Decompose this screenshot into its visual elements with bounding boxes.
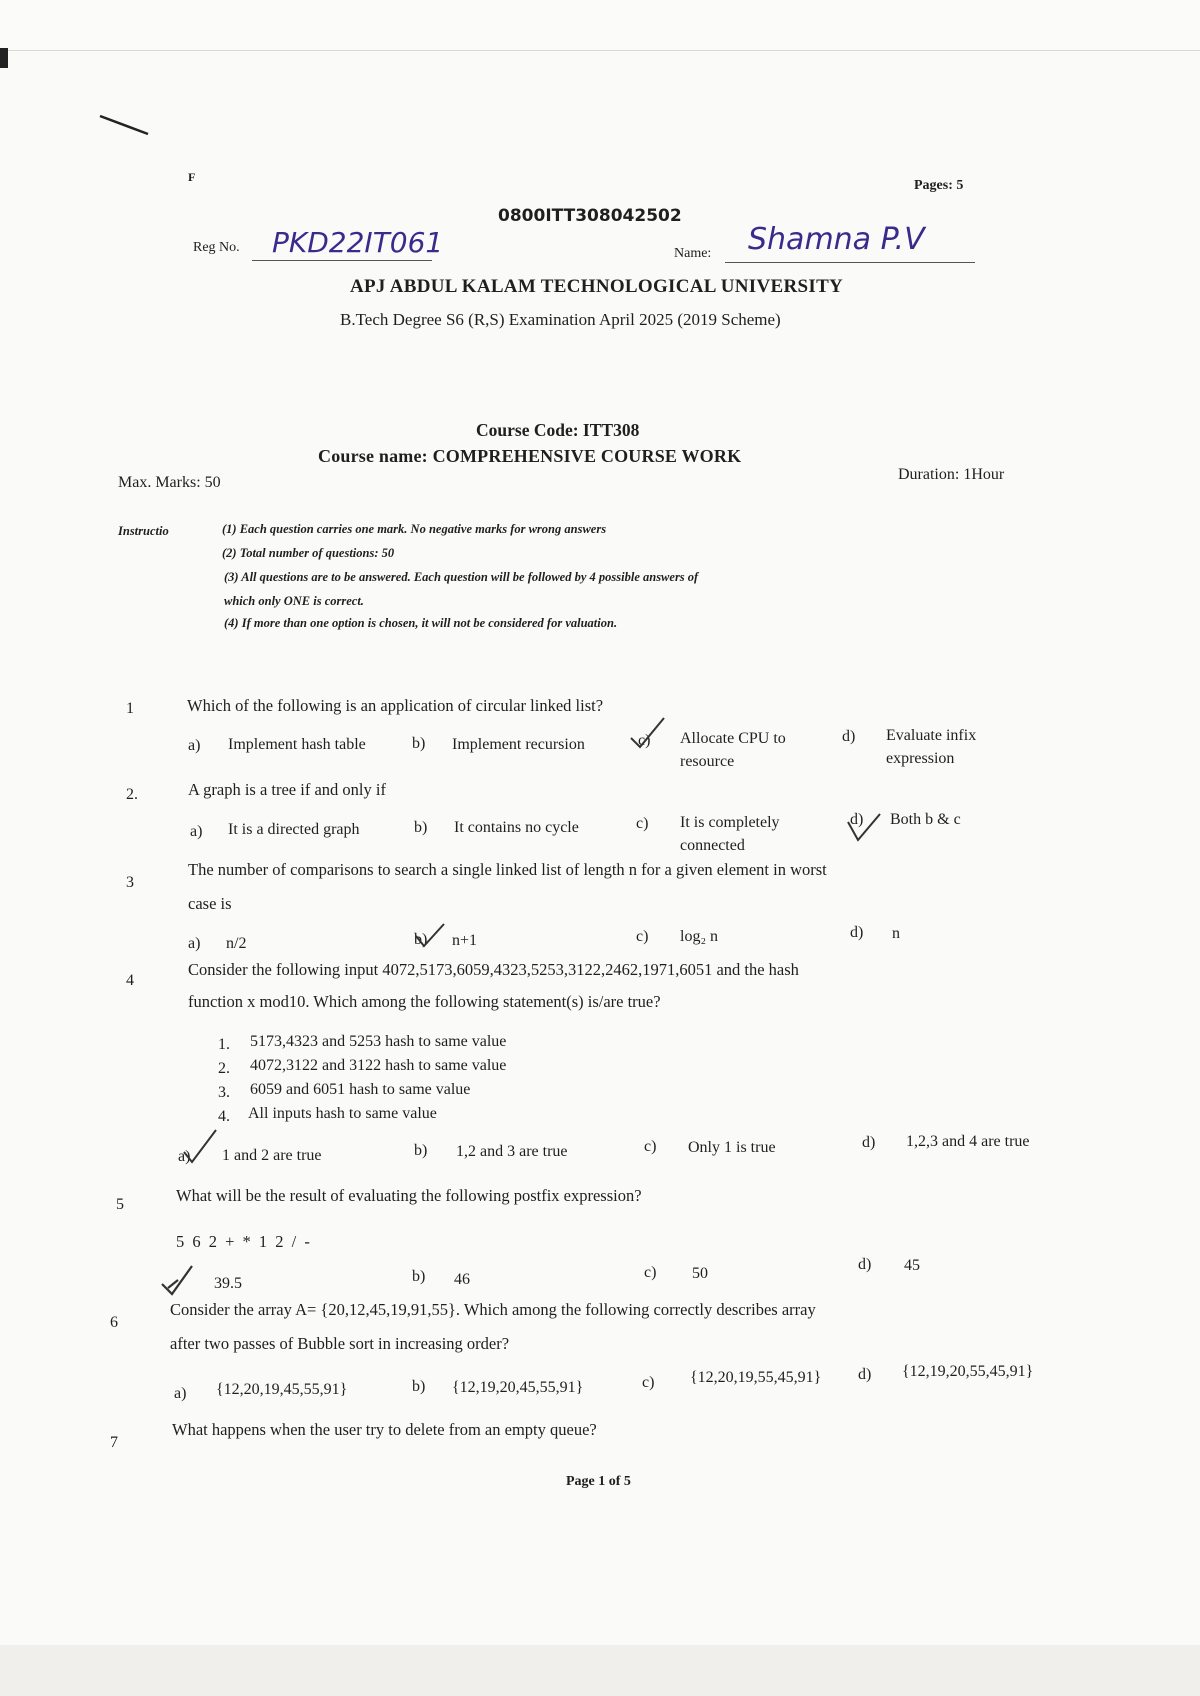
option-text: 39.5 xyxy=(214,1275,242,1292)
option-letter: c) xyxy=(636,815,649,832)
option-letter: b) xyxy=(412,1378,426,1395)
question-number: 7 xyxy=(110,1434,118,1451)
option-text: 1,2 and 3 are true xyxy=(456,1143,568,1160)
statement-number: 2. xyxy=(218,1060,230,1077)
reg-no-handwritten: PKD22IT061 xyxy=(272,226,444,259)
question-text: The number of comparisons to search a single linked list of length n for a given element in worst xyxy=(188,860,827,879)
option-letter: c) xyxy=(644,1264,657,1281)
tick-mark xyxy=(844,810,884,844)
question-number: 2. xyxy=(126,786,138,803)
course-name: Course name: COMPREHENSIVE COURSE WORK xyxy=(318,446,742,466)
tick-mark xyxy=(628,716,668,752)
option-letter: d) xyxy=(842,728,856,745)
instructions-label: Instructio xyxy=(118,524,169,538)
option-text: 45 xyxy=(904,1257,920,1274)
reg-no-line xyxy=(252,260,432,261)
scan-corner-mark xyxy=(0,48,8,68)
option-text: It contains no cycle xyxy=(454,819,579,836)
option-text: n xyxy=(892,925,900,942)
qp-code: 0800ITT308042502 xyxy=(498,206,682,226)
question-number: 3 xyxy=(126,874,134,891)
statement-text: All inputs hash to same value xyxy=(248,1105,437,1122)
option-text: {12,20,19,55,45,91} xyxy=(690,1369,822,1386)
option-text: Allocate CPU to resource xyxy=(680,730,786,770)
max-marks: Max. Marks: 50 xyxy=(118,474,221,491)
question-text: case is xyxy=(188,894,232,913)
option-text: Both b & c xyxy=(890,811,961,828)
option-text: n/2 xyxy=(226,935,247,952)
option-text: Only 1 is true xyxy=(688,1139,776,1156)
question-text: Consider the following input 4072,5173,6059,4323,5253,3122,2462,1971,6051 and the hash xyxy=(188,960,799,979)
option-letter: a) xyxy=(174,1385,187,1402)
statement-text: 6059 and 6051 hash to same value xyxy=(250,1081,471,1098)
page-count: Pages: 5 xyxy=(914,178,964,193)
question-number: 6 xyxy=(110,1314,118,1331)
university-name: APJ ABDUL KALAM TECHNOLOGICAL UNIVERSITY xyxy=(350,276,844,297)
page-number: Page 1 of 5 xyxy=(566,1474,631,1489)
option-text: {12,19,20,45,55,91} xyxy=(452,1379,584,1396)
tick-mark xyxy=(412,922,448,950)
option-letter: d) xyxy=(862,1134,876,1151)
question-text: Which of the following is an application of circular linked list? xyxy=(187,696,604,715)
option-letter: b) xyxy=(414,931,428,948)
statement-number: 4. xyxy=(218,1108,230,1125)
question-text: A graph is a tree if and only if xyxy=(188,780,386,799)
option-text: Implement hash table xyxy=(228,736,366,753)
name-label: Name: xyxy=(674,246,712,261)
name-line xyxy=(725,262,975,263)
instruction-line: (2) Total number of questions: 50 xyxy=(222,546,395,560)
option-letter: a) xyxy=(188,737,201,754)
option-letter: b) xyxy=(412,735,426,752)
option-letter: c) xyxy=(636,928,649,945)
reg-no-label: Reg No. xyxy=(193,240,240,255)
scan-background xyxy=(0,1645,1200,1696)
option-letter: d) xyxy=(850,811,864,828)
option-letter: d) xyxy=(850,924,864,941)
option-text: It is completely connected xyxy=(680,814,780,854)
question-number: 4 xyxy=(126,972,134,989)
statement-number: 3. xyxy=(218,1084,230,1101)
statement-text: 5173,4323 and 5253 hash to same value xyxy=(250,1033,507,1050)
option-letter: d) xyxy=(858,1366,872,1383)
series-letter: F xyxy=(188,170,196,184)
instruction-line: (4) If more than one option is chosen, it will not be considered for valuation. xyxy=(224,616,618,630)
option-text: Implement recursion xyxy=(452,736,585,753)
statement-number: 1. xyxy=(218,1036,230,1053)
option-letter: a) xyxy=(190,823,203,840)
option-text: {12,20,19,45,55,91} xyxy=(216,1381,348,1398)
option-text: It is a directed graph xyxy=(228,821,360,838)
option-letter: b) xyxy=(414,1142,428,1159)
option-letter: a) xyxy=(178,1148,191,1165)
question-number: 5 xyxy=(116,1196,124,1213)
name-handwritten: Shamna P.V xyxy=(748,222,925,257)
option-text: {12,19,20,55,45,91} xyxy=(902,1363,1034,1380)
option-text: 1 and 2 are true xyxy=(222,1147,322,1164)
question-number: 1 xyxy=(126,700,134,717)
question-text: Consider the array A= {20,12,45,19,91,55}. Which among the following correctly describes array xyxy=(170,1300,816,1319)
option-text: n+1 xyxy=(452,932,478,949)
option-letter: c) xyxy=(638,732,651,749)
postfix-expression: 5 6 2 + * 1 2 / - xyxy=(176,1232,312,1251)
option-letter: c) xyxy=(642,1374,655,1391)
tick-mark xyxy=(158,1262,198,1298)
course-code: Course Code: ITT308 xyxy=(476,420,640,440)
option-text: 1,2,3 and 4 are true xyxy=(906,1133,1030,1150)
instruction-line: which only ONE is correct. xyxy=(224,594,364,608)
statement-text: 4072,3122 and 3122 hash to same value xyxy=(250,1057,507,1074)
option-text: log₂ n xyxy=(680,928,719,945)
question-text: function x mod10. Which among the following statement(s) is/are true? xyxy=(188,992,661,1011)
question-text: after two passes of Bubble sort in increasing order? xyxy=(170,1334,510,1353)
option-letter: d) xyxy=(858,1256,872,1273)
pen-stroke-mark xyxy=(98,112,158,142)
option-letter: b) xyxy=(414,819,428,836)
instruction-line: (3) All questions are to be answered. Each question will be followed by 4 possible answers of xyxy=(224,570,699,584)
option-letter: b) xyxy=(412,1268,426,1285)
instruction-line: (1) Each question carries one mark. No negative marks for wrong answers xyxy=(222,522,607,536)
question-text: What will be the result of evaluating the following postfix expression? xyxy=(176,1186,642,1205)
tick-mark xyxy=(180,1128,220,1166)
duration: Duration: 1Hour xyxy=(898,466,1005,483)
option-letter: c) xyxy=(644,1138,657,1155)
option-letter: a) xyxy=(188,935,201,952)
exam-title: B.Tech Degree S6 (R,S) Examination April 2025 (2019 Scheme) xyxy=(340,310,781,329)
option-text: Evaluate infix expression xyxy=(886,727,977,767)
option-text: 46 xyxy=(454,1271,470,1288)
option-text: 50 xyxy=(692,1265,708,1282)
question-text: What happens when the user try to delete from an empty queue? xyxy=(172,1420,597,1439)
